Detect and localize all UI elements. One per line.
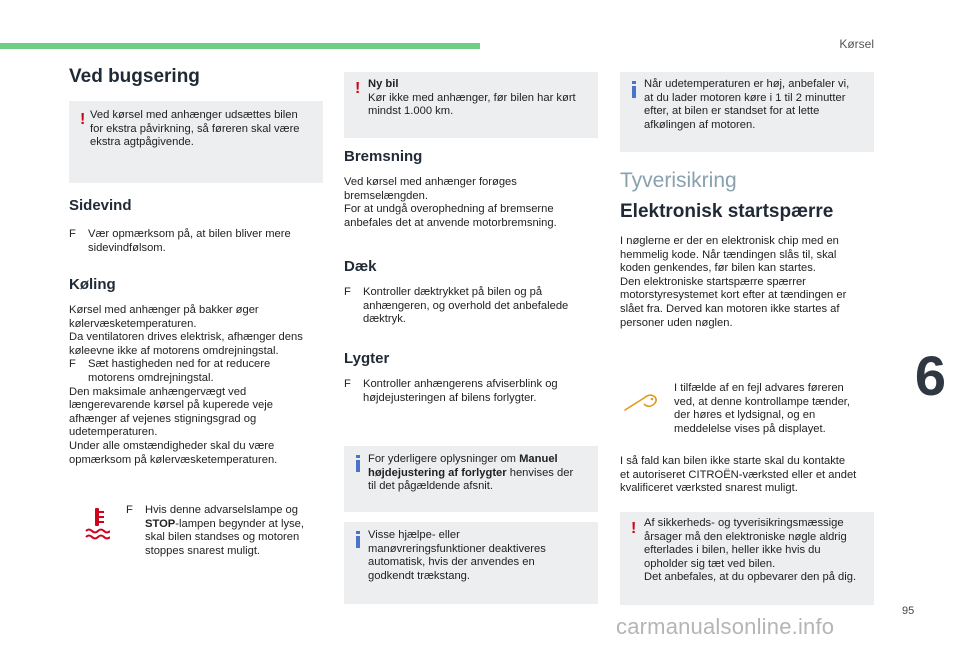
heading-sidevind: Sidevind bbox=[69, 197, 132, 214]
new-car-title: Ny bil bbox=[368, 78, 399, 90]
key-icon bbox=[622, 392, 662, 414]
warning-icon: ! bbox=[355, 80, 361, 97]
info-box-towbar bbox=[344, 522, 598, 604]
startspaerre-text: I nøglerne er der en elektronisk chip med en hemmelig kode. Når tændingen slås til, skal koden genkendes, før bilen kan startes. Den elektroniske startspærre spærrer motorstyresystemet kort efter at tændingen er slået fra. Derved kan motoren ikke startes af personer uden nøglen. bbox=[620, 235, 847, 329]
info-headlights-text: For yderligere oplysninger om Manuel højdejustering af forlygter henvises der til det pågældende afsnit. bbox=[368, 453, 574, 493]
warning-key-text: Af sikkerheds- og tyverisikringsmæssige årsager må den elektroniske nøgle aldrig efterlades i bilen, heller ikke hvis du opholder sig tæt ved bilen. Det anbefales, at du opbevarer den på dig. bbox=[644, 517, 857, 584]
info-temperature-text: Når udetemperaturen er høj, anbefaler vi, at du lader motoren køre i 1 til 2 minutter efter, at bilen er standset for at lette afkølingen af motoren. bbox=[644, 78, 850, 131]
bremsning-text: Ved kørsel med anhænger forøges bremselængden. For at undgå overophedning af bremserne anbefales det at anvende motorbremsning. bbox=[344, 176, 557, 229]
bullet-icon: F bbox=[69, 358, 76, 371]
page-number: 95 bbox=[902, 605, 915, 617]
bullet-icon: F bbox=[69, 228, 76, 240]
heading-tyverisikring: Tyverisikring bbox=[620, 169, 737, 192]
lygter-bullet bbox=[344, 378, 600, 405]
daek-bullet bbox=[344, 286, 600, 327]
watermark: carmanualsonline.info bbox=[616, 614, 835, 639]
bullet-icon: F bbox=[344, 286, 351, 298]
koling-bullet-text: Sæt hastigheden ned for at reducere motorens omdrejningstal. bbox=[88, 358, 271, 384]
info-box-temperature bbox=[620, 72, 874, 152]
lygter-text: Kontroller anhængerens afviserblink og højdejusteringen af bilens forlygter. bbox=[363, 378, 558, 404]
heading-daek: Dæk bbox=[344, 258, 377, 275]
warning-box-trailer bbox=[69, 101, 323, 183]
bullet-icon: F bbox=[344, 378, 351, 390]
info-icon bbox=[632, 81, 636, 98]
koling-text-1: Kørsel med anhænger på bakker øger kølervæsketemperaturen. Da ventilatoren drives elektrisk, afhænger dens køleevne ikke af motorens omdrejningstal. bbox=[69, 304, 303, 357]
warning-icon: ! bbox=[80, 111, 86, 128]
bullet-icon: F bbox=[126, 504, 133, 516]
heading-bremsning: Bremsning bbox=[344, 148, 423, 165]
sidevind-text: Vær opmærksom på, at bilen bliver mere sidevindfølsom. bbox=[88, 228, 291, 254]
coolant-temperature-icon bbox=[84, 506, 110, 540]
start-fail-text: I så fald kan bilen ikke starte skal du kontakte et autoriseret CITROËN-værksted eller et andet kvalificeret værksted snarest muligt. bbox=[620, 455, 857, 495]
info-icon bbox=[356, 531, 360, 548]
section-title: Kørsel bbox=[839, 37, 874, 51]
chapter-number: 6 bbox=[914, 344, 946, 407]
info-icon bbox=[356, 455, 360, 472]
new-car-text: Kør ikke med anhænger, før bilen har kørt mindst 1.000 km. bbox=[368, 91, 576, 118]
warning-icon: ! bbox=[631, 520, 637, 537]
heading-lygter: Lygter bbox=[344, 350, 390, 367]
coolant-lamp-text: Hvis denne advarselslampe og STOP-lampen begynder at lyse, skal bilen standses og motoren stoppes snarest muligt. bbox=[145, 504, 304, 557]
new-car-box bbox=[344, 72, 598, 138]
fault-text: I tilfælde af en fejl advares føreren ved, at denne kontrollampe tænder, der høres et lydsignal, og en meddelelse vises på displayet. bbox=[674, 382, 851, 435]
warning-text: Ved kørsel med anhænger udsættes bilen for ekstra påvirkning, så føreren skal være ekstra agtpågivende. bbox=[90, 109, 300, 149]
koling-block bbox=[69, 304, 331, 467]
sidevind-bullet bbox=[69, 228, 329, 255]
section-accent-bar bbox=[0, 43, 480, 49]
daek-text: Kontroller dæktrykket på bilen og på anhængeren, og overhold det anbefalede dæktryk. bbox=[363, 286, 569, 326]
heading-startspaerre: Elektronisk startspærre bbox=[620, 201, 834, 222]
koling-text-2: Den maksimale anhængervægt ved længerevarende kørsel på kuperede veje afhænger af vejenes stigningsgrad og udetemperaturen. Under alle omstændigheder skal du være opmærksom på kølervæsketemperaturen. bbox=[69, 385, 278, 466]
koling-bullet bbox=[69, 358, 331, 385]
heading-koling: Køling bbox=[69, 276, 116, 293]
info-box-headlights bbox=[344, 446, 598, 512]
warning-box-key bbox=[620, 512, 874, 605]
info-towbar-text: Visse hjælpe- eller manøvreringsfunktioner deaktiveres automatisk, hvis der anvendes en godkendt trækstang. bbox=[368, 529, 546, 582]
coolant-lamp-note bbox=[126, 504, 326, 558]
page-title: Ved bugsering bbox=[69, 66, 200, 87]
